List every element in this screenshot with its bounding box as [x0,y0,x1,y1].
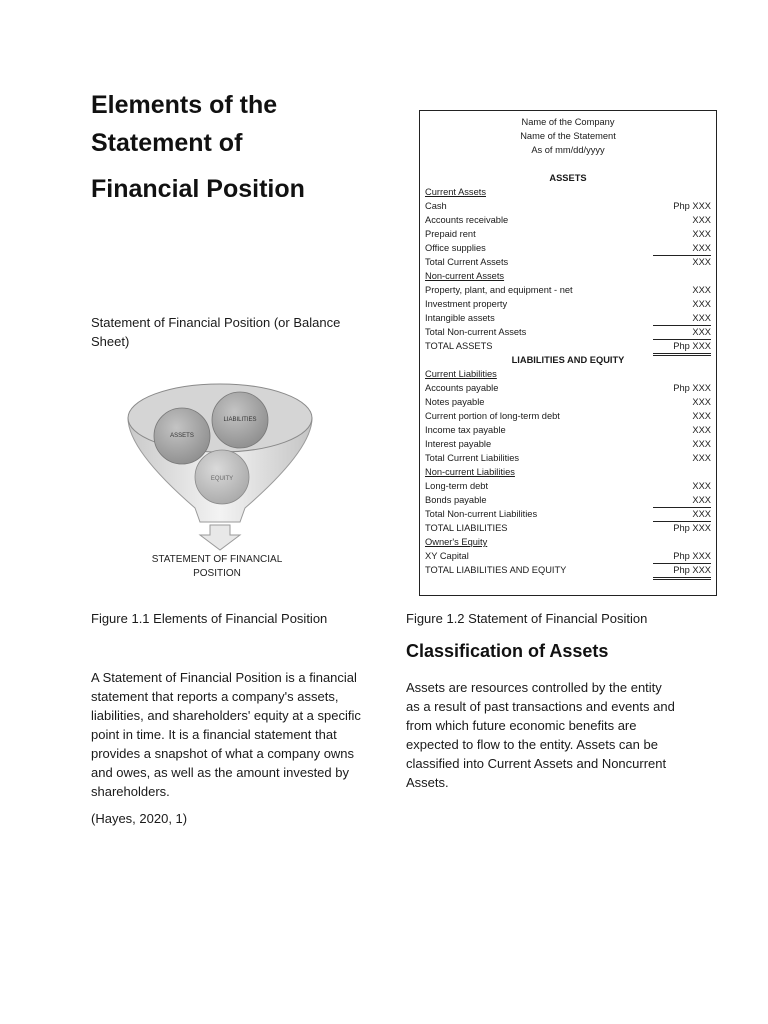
line-item: Income tax payable XXX [425,425,711,435]
intro-paragraph: A Statement of Financial Position is a financial statement that reports a company's assets, liabilities, and shareholders' equity at a specific point in time. It is a financial statement that provides a snapshot of what a company owns and owes, as well as the amount invested by shareholders. [91,670,361,799]
total-line: Total Non-current Assets XXX [420,325,716,339]
line-item: Investment property XXX [425,299,711,309]
statement-date: As of mm/dd/yyyy [531,145,605,155]
diagram-output-line-2: POSITION [193,568,241,579]
title-line-3: Financial Position [91,175,305,203]
figure-1-caption: Figure 1.1 Elements of Financial Position [91,611,328,626]
current-liabilities-heading: Current Liabilities [425,369,497,379]
statement-of-financial-position-template [419,110,717,596]
total-line: Total Non-current Liabilities XXX [420,507,716,521]
liabilities-equity-heading: LIABILITIES AND EQUITY [511,355,625,365]
line-item: Long-term debt XXX [425,481,711,491]
line-item: Notes payable XXX [425,397,711,407]
company-name: Name of the Company [521,117,615,127]
line-item: Bonds payable XXX [420,493,716,507]
equity-label: EQUITY [210,476,234,482]
line-item: Interest payable XXX [425,439,711,449]
capital-line: XY Capital Php XXX [420,549,716,563]
line-item: Accounts payable Php XXX [425,383,711,393]
subheading: Statement of Financial Position (or Balance Sheet) [91,315,341,349]
assets-label: ASSETS [170,433,194,439]
funnel-diagram [120,380,320,580]
owners-equity-heading: Owner's Equity [425,537,488,547]
line-item: Prepaid rent XXX [425,229,711,239]
diagram-output-line-1: STATEMENT OF FINANCIAL [151,554,283,565]
line-item: Cash Php XXX [425,201,711,211]
total-liabilities-equity-line: TOTAL LIABILITIES AND EQUITY Php XXX [420,563,716,577]
total-liabilities-line: TOTAL LIABILITIES Php XXX [425,523,711,533]
line-item: Accounts receivable XXX [425,215,711,225]
section-heading: Classification of Assets [406,641,609,661]
noncurrent-liabilities-heading: Non-current Liabilities [425,467,515,477]
figure-2-caption: Figure 1.2 Statement of Financial Position [406,611,648,626]
total-line: Total Current Assets XXX [425,257,711,267]
down-arrow-icon [200,525,240,550]
citation: (Hayes, 2020, 1) [91,811,188,826]
assets-heading: ASSETS [549,173,587,183]
current-assets-heading: Current Assets [425,187,486,197]
statement-name: Name of the Statement [520,131,616,141]
title-line-1: Elements of the [91,91,278,119]
line-item: Intangible assets XXX [420,311,716,325]
line-item: Current portion of long-term debt XXX [425,411,711,421]
liabilities-label: LIABILITIES [223,417,257,423]
total-line: Total Current Liabilities XXX [425,453,711,463]
line-item: Office supplies XXX [420,241,716,255]
line-item: Property, plant, and equipment - net XXX [425,285,711,295]
noncurrent-assets-heading: Non-current Assets [425,271,505,281]
title-line-2: Statement of [91,129,243,157]
page-title [91,92,391,214]
assets-paragraph: Assets are resources controlled by the entity as a result of past transactions and events and from which future economic benefits are expected to flow to the entity. Assets can be classified into Current Assets and Noncurrent Assets. [406,680,675,790]
total-assets-line: TOTAL ASSETS Php XXX [420,339,716,353]
